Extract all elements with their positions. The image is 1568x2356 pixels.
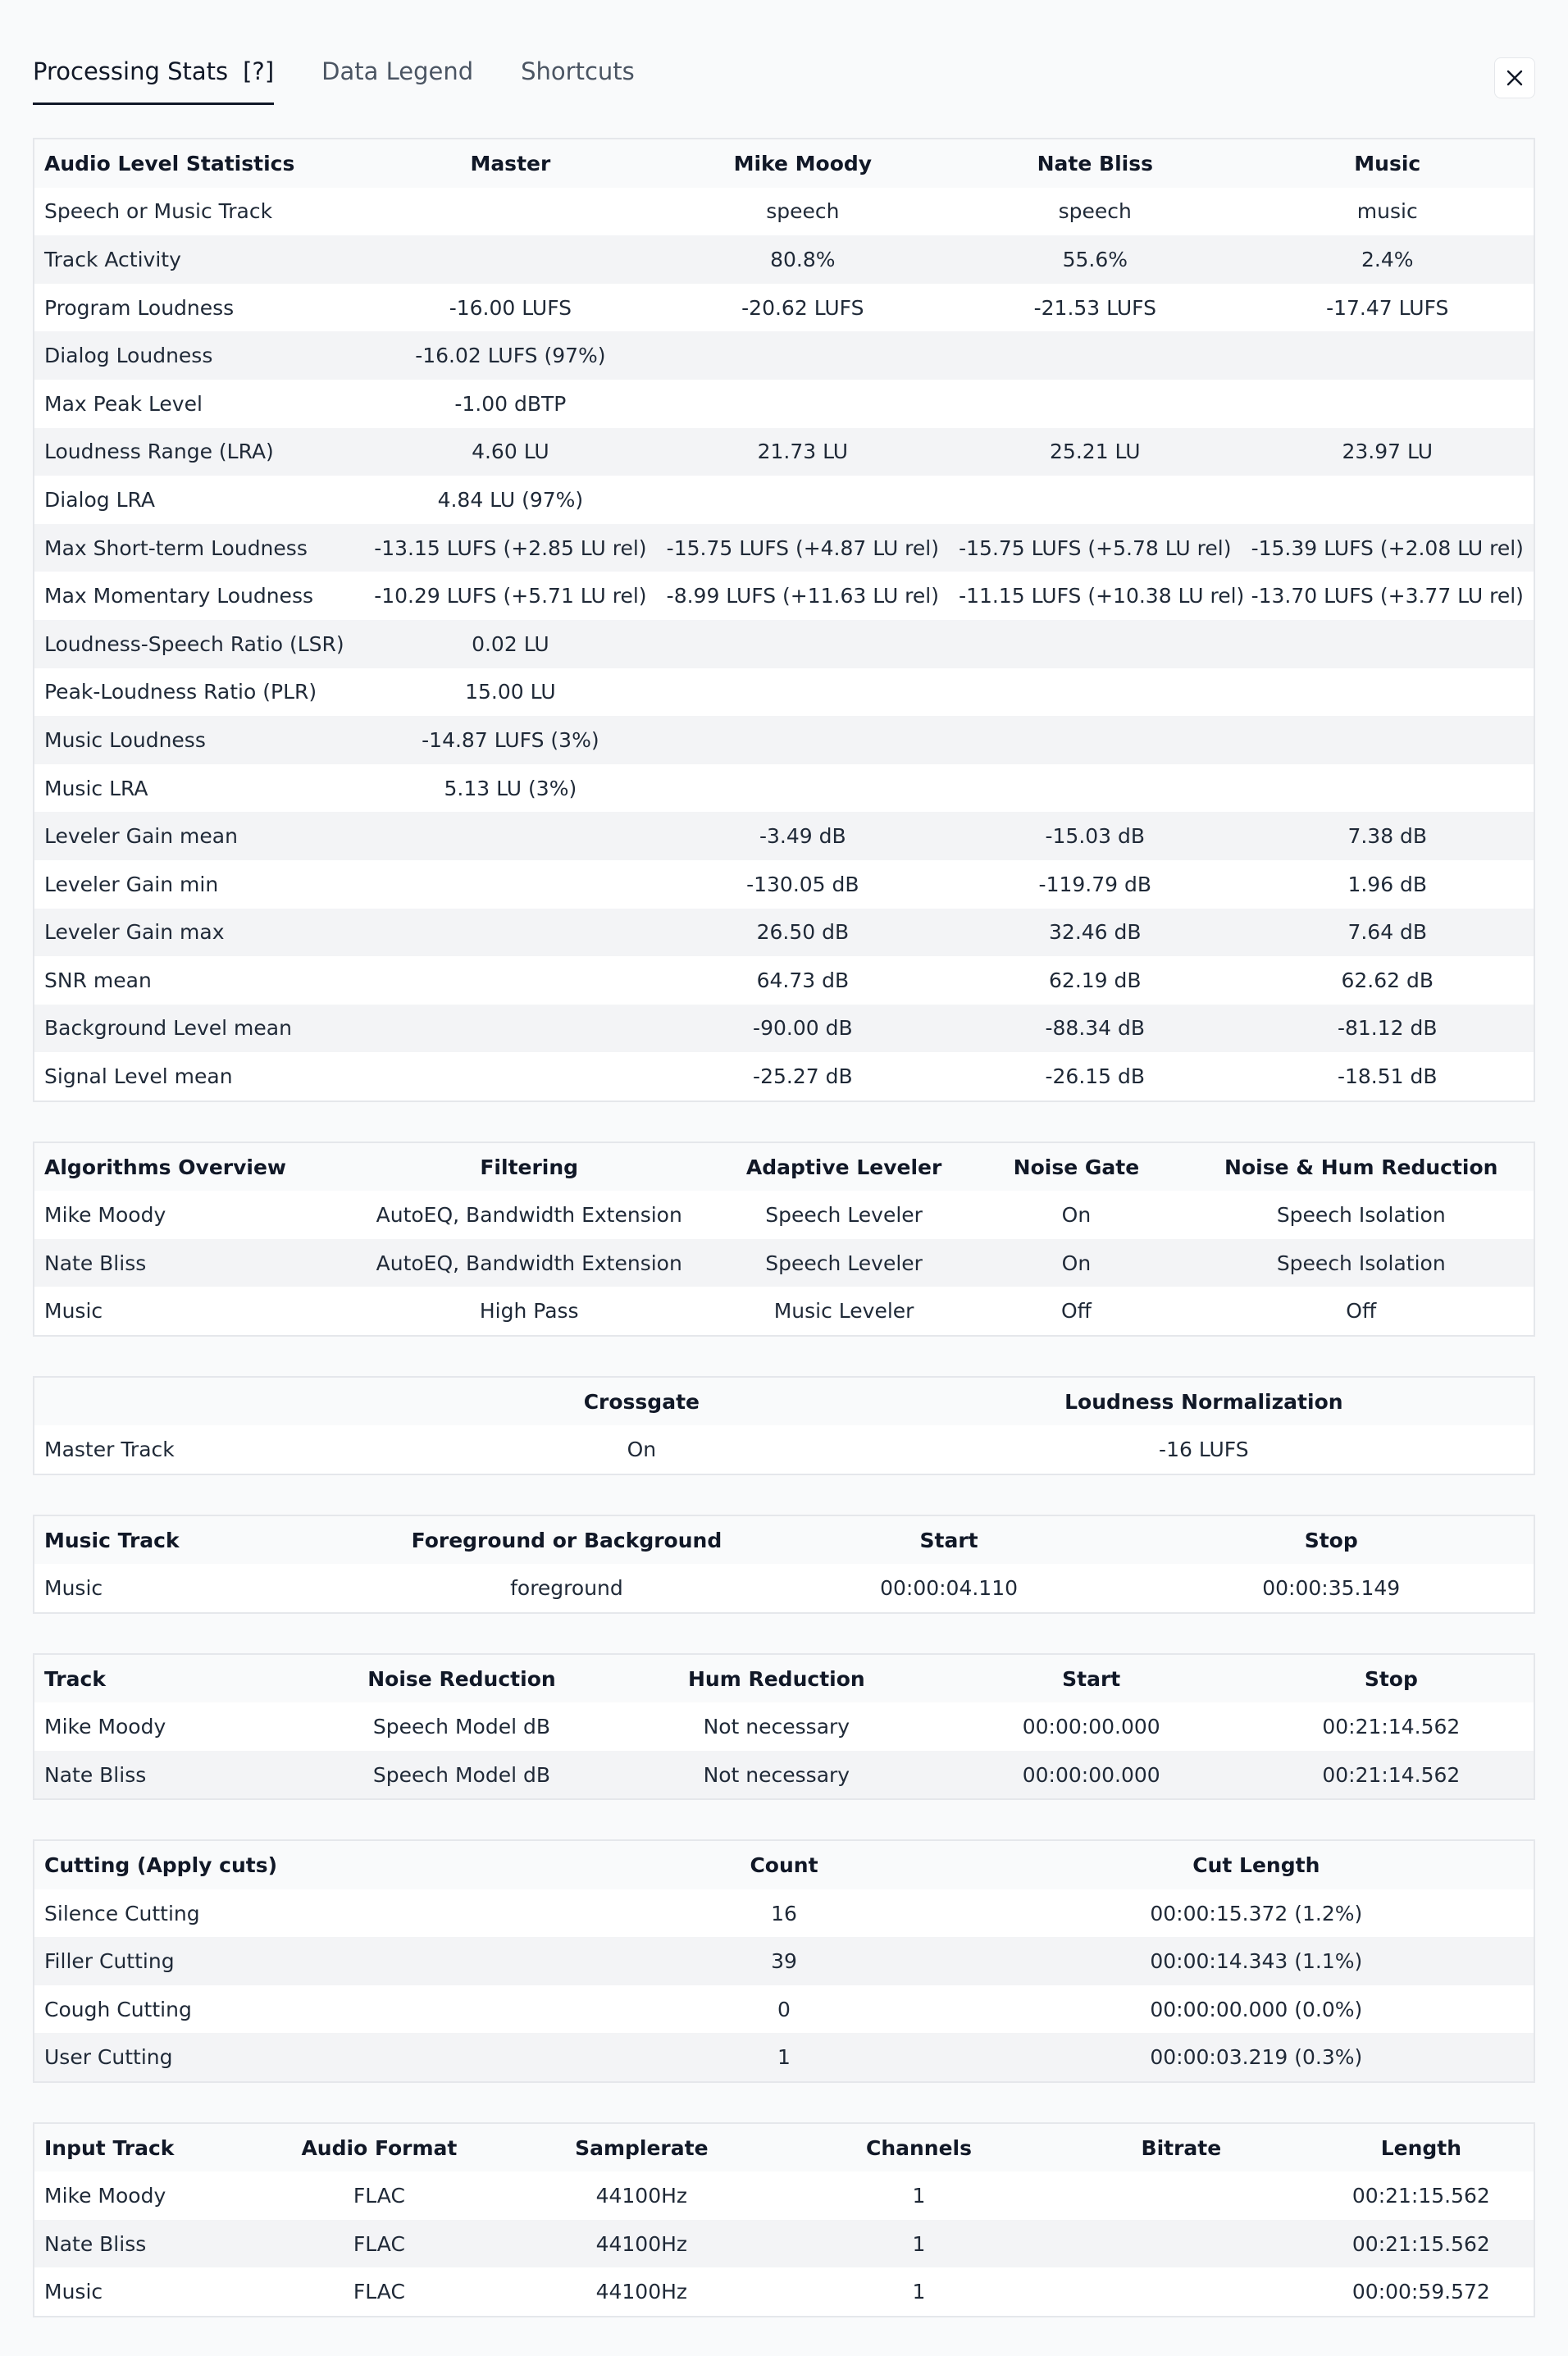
column-header: Nate Bliss [1037, 151, 1153, 175]
column-header: Noise & Hum Reduction [1224, 1155, 1498, 1179]
table-cell: 1 [912, 2231, 926, 2256]
table-cell: -119.79 dB [1038, 872, 1152, 896]
audio-level-statistics-table [33, 138, 1535, 1102]
column-header: Loudness Normalization [1064, 1389, 1343, 1414]
table-cell: 62.62 dB [1341, 968, 1434, 992]
table-row [34, 1889, 1534, 1938]
tab-shortcuts[interactable]: Shortcuts [521, 57, 635, 85]
table-cell [1242, 331, 1534, 380]
table-cell [657, 668, 949, 717]
table-cell: 5.13 LU (3%) [444, 776, 577, 800]
table-cell [1242, 716, 1534, 764]
table-cell: 7.64 dB [1347, 920, 1428, 945]
table-cell: -20.62 LUFS [741, 295, 864, 320]
cutting-table [33, 1839, 1535, 2083]
music-track-grid [34, 1516, 1534, 1612]
table-cell [364, 1005, 656, 1053]
table-cell: 1 [912, 2184, 926, 2208]
table-cell: -16 LUFS [1159, 1438, 1249, 1462]
table-cell: AutoEQ, Bandwidth Extension [376, 1251, 682, 1275]
table-header-row [34, 139, 1534, 188]
table-cell: 00:21:14.562 [1322, 1715, 1461, 1739]
table-cell: -13.15 LUFS (+2.85 LU rel) [374, 535, 647, 560]
column-header: Music [1354, 151, 1421, 175]
row-label: Leveler Gain min [44, 872, 219, 896]
table-cell [657, 764, 949, 813]
table-row [34, 235, 1534, 284]
table-cell [1242, 668, 1534, 717]
row-label: Music [44, 2280, 103, 2304]
table-cell: -21.53 LUFS [1033, 295, 1156, 320]
table-cell [1242, 764, 1534, 813]
table-cell [364, 812, 656, 860]
column-header: Track [44, 1666, 106, 1691]
table-cell [364, 860, 656, 909]
table-cell: 00:00:35.149 [1262, 1576, 1401, 1601]
table-cell [364, 909, 656, 957]
table-row [34, 1985, 1534, 2034]
cutting-grid [34, 1841, 1534, 2081]
column-header: Input Track [44, 2135, 175, 2160]
table-cell: speech [766, 199, 840, 224]
table-cell: 00:00:00.000 (0.0%) [1150, 1997, 1363, 2021]
table-cell: -88.34 dB [1045, 1016, 1146, 1041]
table-row [34, 2033, 1534, 2081]
row-label: Music LRA [44, 776, 148, 800]
table-cell: 32.46 dB [1049, 920, 1142, 945]
row-label: SNR mean [44, 968, 152, 992]
row-label: Nate Bliss [44, 1762, 147, 1787]
column-header: Filtering [480, 1155, 579, 1179]
table-cell [1242, 476, 1534, 524]
column-header: Audio Format [301, 2135, 458, 2160]
table-cell: -16.02 LUFS (97%) [415, 344, 606, 368]
table-row [34, 1191, 1534, 1239]
table-cell: 21.73 LU [757, 440, 849, 464]
table-cell [949, 380, 1241, 428]
row-label: Mike Moody [44, 1715, 166, 1739]
table-cell: -15.39 LUFS (+2.08 LU rel) [1251, 535, 1524, 560]
table-cell: -18.51 dB [1337, 1064, 1438, 1089]
table-row [34, 572, 1534, 620]
column-header: Count [750, 1853, 818, 1878]
table-cell [949, 331, 1241, 380]
audio-level-grid [34, 139, 1534, 1101]
table-cell: -25.27 dB [753, 1064, 853, 1089]
table-cell: -26.15 dB [1045, 1064, 1146, 1089]
table-row [34, 716, 1534, 764]
table-cell: -15.03 dB [1045, 824, 1146, 849]
table-cell [657, 380, 949, 428]
table-cell: -11.15 LUFS (+10.38 LU rel) [959, 584, 1245, 608]
row-label: Music [44, 1299, 103, 1324]
table-cell: Not necessary [703, 1715, 850, 1739]
table-cell: AutoEQ, Bandwidth Extension [376, 1203, 682, 1228]
column-header: Start [919, 1528, 978, 1552]
table-cell: -13.70 LUFS (+3.77 LU rel) [1251, 584, 1524, 608]
table-header-row [34, 1655, 1534, 1703]
table-cell: foreground [510, 1576, 623, 1601]
table-cell [364, 1052, 656, 1101]
table-cell: 00:00:00.000 [1022, 1762, 1160, 1787]
music-track-table [33, 1515, 1535, 1614]
table-cell: -3.49 dB [759, 824, 846, 849]
table-cell: -90.00 dB [753, 1016, 853, 1041]
column-header: Length [1380, 2135, 1462, 2160]
table-cell: -1.00 dBTP [454, 391, 567, 416]
input-grid [34, 2124, 1534, 2316]
table-cell: 44100Hz [595, 2231, 688, 2256]
table-cell [949, 716, 1241, 764]
table-row [34, 1702, 1534, 1751]
column-header: Channels [865, 2135, 972, 2160]
row-label: Filler Cutting [44, 1949, 175, 1974]
table-row [34, 1564, 1534, 1612]
table-cell: 26.50 dB [756, 920, 850, 945]
noise-reduction-table [33, 1653, 1535, 1801]
row-label: Leveler Gain mean [44, 824, 238, 849]
table-cell: 15.00 LU [465, 680, 556, 704]
table-cell: On [1061, 1251, 1092, 1275]
table-cell: Speech Leveler [765, 1251, 923, 1275]
table-cell: music [1356, 199, 1418, 224]
table-cell [1242, 380, 1534, 428]
master-track-table [33, 1376, 1535, 1475]
column-header: Music Track [44, 1528, 180, 1552]
table-cell [1054, 2267, 1309, 2316]
row-label: Music Loudness [44, 727, 206, 752]
column-header: Stop [1364, 1666, 1418, 1691]
table-row [34, 380, 1534, 428]
row-label: Mike Moody [44, 2184, 166, 2208]
table-row [34, 1425, 1534, 1474]
table-cell: On [627, 1438, 657, 1462]
row-label: Cough Cutting [44, 1997, 192, 2021]
table-cell: 00:00:04.110 [880, 1576, 1019, 1601]
column-header: Foreground or Background [411, 1528, 722, 1552]
table-header-row [34, 1143, 1534, 1192]
tab-processing-stats[interactable] [33, 57, 274, 105]
table-cell: Off [1346, 1299, 1377, 1324]
table-cell [949, 764, 1241, 813]
table-cell: -15.75 LUFS (+5.78 LU rel) [959, 535, 1232, 560]
table-cell: Speech Leveler [765, 1203, 923, 1228]
column-header: Start [1062, 1666, 1121, 1691]
table-row [34, 812, 1534, 860]
table-cell: 23.97 LU [1342, 440, 1433, 464]
table-cell: 0 [777, 1997, 791, 2021]
table-row [34, 1239, 1534, 1287]
table-cell: FLAC [353, 2231, 405, 2256]
table-cell: 00:00:03.219 (0.3%) [1150, 2045, 1363, 2070]
row-label: Loudness Range (LRA) [44, 440, 274, 464]
table-row [34, 1937, 1534, 1985]
tab-label: Processing Stats [33, 57, 229, 85]
table-cell: Speech Isolation [1276, 1251, 1446, 1275]
table-row [34, 956, 1534, 1005]
table-header-row [34, 2124, 1534, 2172]
table-row [34, 188, 1534, 236]
table-cell [1054, 2171, 1309, 2220]
table-cell: 62.19 dB [1049, 968, 1142, 992]
table-row [34, 1751, 1534, 1799]
table-row [34, 668, 1534, 717]
row-label: Nate Bliss [44, 2231, 147, 2256]
table-cell: Speech Model dB [372, 1762, 550, 1787]
master-grid [34, 1378, 1534, 1474]
row-label: Background Level mean [44, 1016, 292, 1041]
table-cell: 00:00:59.572 [1351, 2280, 1490, 2304]
close-button[interactable] [1494, 57, 1535, 98]
row-label: Music [44, 1576, 103, 1601]
table-cell: 00:00:00.000 [1022, 1715, 1160, 1739]
table-cell: 1 [912, 2280, 926, 2304]
table-row [34, 2267, 1534, 2316]
column-header: Crossgate [583, 1389, 700, 1414]
table-cell: Music Leveler [773, 1299, 914, 1324]
row-label: Mike Moody [44, 1203, 166, 1228]
table-cell: 0.02 LU [472, 631, 549, 656]
column-header: Stop [1304, 1528, 1358, 1552]
table-cell: 7.38 dB [1347, 824, 1428, 849]
row-label: Program Loudness [44, 295, 235, 320]
column-header: Master [470, 151, 551, 175]
table-cell: 00:21:15.562 [1351, 2184, 1490, 2208]
row-label: Leveler Gain max [44, 920, 225, 945]
table-header-row [34, 1841, 1534, 1889]
table-cell: -10.29 LUFS (+5.71 LU rel) [374, 584, 647, 608]
table-cell: 44100Hz [595, 2280, 688, 2304]
column-header: Noise Reduction [367, 1666, 556, 1691]
column-header: Cut Length [1192, 1853, 1320, 1878]
column-header: Cutting (Apply cuts) [44, 1853, 278, 1878]
table-cell: 16 [771, 1901, 797, 1925]
row-label: Peak-Loudness Ratio (PLR) [44, 680, 317, 704]
table-row [34, 1052, 1534, 1101]
table-cell: -15.75 LUFS (+4.87 LU rel) [666, 535, 939, 560]
table-cell: 1.96 dB [1347, 872, 1428, 896]
table-cell: -81.12 dB [1337, 1016, 1438, 1041]
row-label: Nate Bliss [44, 1251, 147, 1275]
table-row [34, 1005, 1534, 1053]
table-cell: 4.84 LU (97%) [437, 487, 584, 512]
table-cell: FLAC [353, 2280, 405, 2304]
input-track-table [33, 2122, 1535, 2317]
table-row [34, 2171, 1534, 2220]
column-header: Adaptive Leveler [745, 1155, 942, 1179]
row-label: Dialog LRA [44, 487, 155, 512]
table-cell: 00:21:14.562 [1322, 1762, 1461, 1787]
table-cell [657, 476, 949, 524]
table-cell: -14.87 LUFS (3%) [422, 727, 599, 752]
row-label: Max Momentary Loudness [44, 584, 313, 608]
table-cell: 00:00:14.343 (1.1%) [1150, 1949, 1363, 1974]
table-row [34, 524, 1534, 572]
table-cell [949, 476, 1241, 524]
table-row [34, 620, 1534, 668]
column-header: Bitrate [1141, 2135, 1222, 2160]
column-header [34, 1378, 409, 1426]
table-cell [364, 235, 656, 284]
close-icon [1505, 68, 1525, 88]
table-row [34, 2220, 1534, 2268]
table-cell [364, 188, 656, 236]
row-label: Loudness-Speech Ratio (LSR) [44, 631, 344, 656]
table-cell [949, 620, 1241, 668]
table-row [34, 764, 1534, 813]
row-label: Speech or Music Track [44, 199, 273, 224]
table-cell: 55.6% [1062, 247, 1128, 271]
table-row [34, 860, 1534, 909]
noise-grid [34, 1655, 1534, 1799]
column-header: Samplerate [575, 2135, 709, 2160]
table-header-row [34, 1516, 1534, 1565]
table-cell: 39 [771, 1949, 797, 1974]
table-cell: FLAC [353, 2184, 405, 2208]
table-cell [657, 620, 949, 668]
table-row [34, 476, 1534, 524]
help-link[interactable]: [?] [243, 57, 275, 85]
table-cell [1054, 2220, 1309, 2268]
table-cell: 00:00:15.372 (1.2%) [1150, 1901, 1363, 1925]
row-label: Signal Level mean [44, 1064, 233, 1089]
table-cell [949, 668, 1241, 717]
table-cell: 4.60 LU [472, 440, 549, 464]
row-label: Silence Cutting [44, 1901, 200, 1925]
table-cell [657, 331, 949, 380]
table-header-row [34, 1378, 1534, 1426]
table-cell: 00:21:15.562 [1351, 2231, 1490, 2256]
table-cell: On [1061, 1203, 1092, 1228]
table-cell: 25.21 LU [1050, 440, 1141, 464]
table-cell: Speech Model dB [372, 1715, 550, 1739]
table-cell: -130.05 dB [746, 872, 859, 896]
row-label: Track Activity [44, 247, 181, 271]
algorithms-grid [34, 1143, 1534, 1335]
row-label: User Cutting [44, 2045, 173, 2070]
table-cell: speech [1058, 199, 1132, 224]
table-cell: 1 [777, 2045, 791, 2070]
table-cell: Speech Isolation [1276, 1203, 1446, 1228]
row-label: Max Short-term Loudness [44, 535, 308, 560]
table-row [34, 909, 1534, 957]
tab-bar [33, 0, 1535, 105]
column-header: Mike Moody [733, 151, 873, 175]
table-cell: -16.00 LUFS [449, 295, 572, 320]
table-cell: High Pass [479, 1299, 579, 1324]
table-cell: 80.8% [770, 247, 836, 271]
table-cell: 44100Hz [595, 2184, 688, 2208]
column-header: Audio Level Statistics [44, 151, 295, 175]
table-row [34, 1287, 1534, 1335]
row-label: Master Track [44, 1438, 175, 1462]
table-cell: Not necessary [703, 1762, 850, 1787]
column-header: Algorithms Overview [44, 1155, 287, 1179]
algorithms-overview-table [33, 1142, 1535, 1337]
table-cell: 2.4% [1361, 247, 1414, 271]
column-header: Hum Reduction [688, 1666, 865, 1691]
table-cell [1242, 620, 1534, 668]
row-label: Dialog Loudness [44, 344, 213, 368]
table-cell [364, 956, 656, 1005]
table-row [34, 284, 1534, 332]
table-row [34, 428, 1534, 476]
table-cell [657, 716, 949, 764]
table-cell: -8.99 LUFS (+11.63 LU rel) [666, 584, 939, 608]
row-label: Max Peak Level [44, 391, 203, 416]
table-cell: -17.47 LUFS [1326, 295, 1449, 320]
tab-data-legend[interactable]: Data Legend [321, 57, 474, 85]
table-cell: Off [1060, 1299, 1092, 1324]
table-row [34, 331, 1534, 380]
column-header: Noise Gate [1013, 1155, 1140, 1179]
table-cell: 64.73 dB [756, 968, 850, 992]
